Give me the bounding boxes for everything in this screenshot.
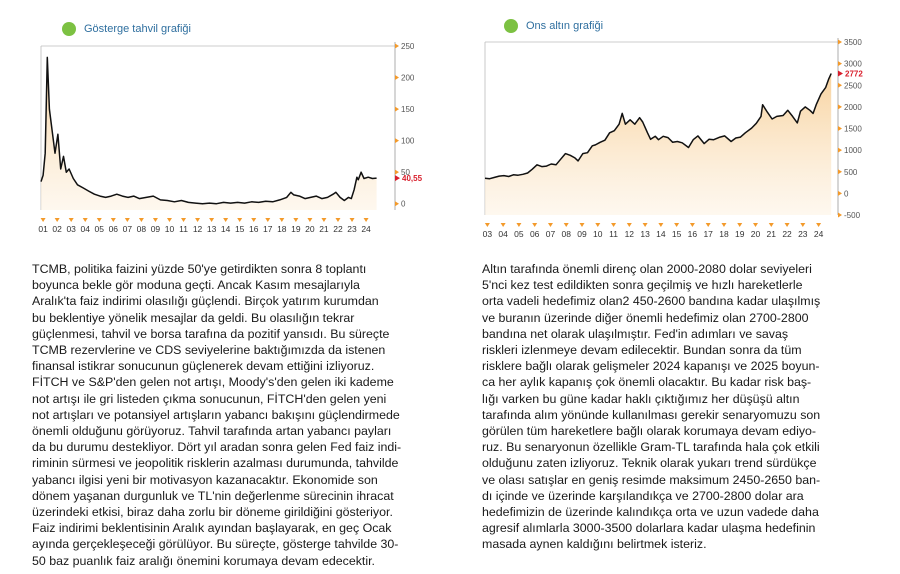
x-tick-marker xyxy=(706,223,711,227)
x-tick-marker xyxy=(293,218,298,222)
y-tick-marker xyxy=(838,40,842,45)
x-tick-label: 11 xyxy=(609,229,618,239)
x-tick-label: 01 xyxy=(38,224,48,234)
x-tick-marker xyxy=(800,223,805,227)
x-tick-label: 10 xyxy=(164,224,175,234)
y-tick-label: 2000 xyxy=(844,102,862,112)
x-tick-label: 03 xyxy=(66,224,76,234)
y-tick-marker xyxy=(838,213,842,218)
right-paragraph: Altın tarafında önemli direnç olan 2000-2080 dolar seviyeleri 5'nci kez test edildikten sonra geçilmiş ve hızlı hareketlerle orta vadeli hedefimiz olan2 450-2600 bandına kadar ulaşılmış ve buranın üzerinde diğer önemli hedefimiz olan 2700-2800 bandına net olarak ulaşılmıştır. Fed'in adımları ve savaş riskleri izlenmeye devam edilecektir. Bundan sonra da tüm risklere bağlı olarak gelişmeler 2024 kapanışı ve 2025 boyun- ca her aylık kapanış çok önemli olacaktır. Bu kadar risk baş- lığı varken bu güne kadar haklı çıktığımız her düşüşü altın tarafında alım yönünde kullanılması gerekir senaryomuzu son görülen tüm hareketlere bağlı olarak korumaya devam ediyo- ruz. Bu senaryonun özellikle Gram-TL tarafında hala çok etkili olduğunu zaten izliyoruz. Teknik olarak yukarı trend sürdükçe ve olası satışlar en geniş resimde maksimum 2450-2650 ban- dı içinde ve üzerinde karşılandıkça ve 2700-2800 dolar ara hedefimizin de üzerinde kalındıkça orta ve uzun vadede daha agresif alımlarla 3000-3500 dolarlara kadar ulaşma hedefinin masada aynen kaldığını belirtmek isteriz. xyxy=(482,262,821,552)
last-value-label: 40,55 xyxy=(402,174,423,184)
x-tick-label: 05 xyxy=(514,229,524,239)
area-fill xyxy=(41,57,377,210)
x-tick-marker xyxy=(181,218,186,222)
y-tick-label: 100 xyxy=(401,136,415,146)
x-tick-label: 14 xyxy=(656,229,666,239)
x-tick-marker xyxy=(307,218,312,222)
y-tick-marker xyxy=(838,169,842,174)
x-tick-marker xyxy=(769,223,774,227)
x-tick-marker xyxy=(501,223,506,227)
green-dot-icon xyxy=(62,22,76,36)
x-tick-label: 20 xyxy=(750,229,761,239)
x-tick-marker xyxy=(816,223,821,227)
x-tick-marker xyxy=(223,218,228,222)
x-tick-label: 09 xyxy=(150,224,161,234)
y-tick-label: 3000 xyxy=(844,59,862,69)
x-tick-marker xyxy=(737,223,742,227)
y-tick-label: 0 xyxy=(401,199,406,209)
x-tick-label: 08 xyxy=(136,224,147,234)
x-tick-label: 13 xyxy=(206,224,217,234)
x-tick-marker xyxy=(785,223,790,227)
x-tick-marker xyxy=(721,223,726,227)
x-tick-label: 14 xyxy=(220,224,231,234)
x-tick-label: 07 xyxy=(545,229,556,239)
x-tick-marker xyxy=(125,218,130,222)
x-tick-label: 13 xyxy=(640,229,650,239)
area-fill xyxy=(485,74,831,216)
x-tick-marker xyxy=(335,218,340,222)
x-tick-label: 12 xyxy=(192,224,203,234)
x-tick-marker xyxy=(55,218,60,222)
y-tick-marker xyxy=(395,170,399,175)
x-tick-label: 05 xyxy=(94,224,105,234)
x-tick-label: 08 xyxy=(561,229,571,239)
x-tick-marker xyxy=(167,218,172,222)
x-tick-label: 21 xyxy=(319,224,329,234)
x-tick-label: 12 xyxy=(624,229,635,239)
last-value-label: 2772 xyxy=(845,69,863,79)
y-tick-label: 2500 xyxy=(844,81,862,91)
x-tick-marker xyxy=(139,218,144,222)
x-tick-label: 19 xyxy=(734,229,745,239)
x-tick-label: 06 xyxy=(108,224,119,234)
x-tick-label: 09 xyxy=(577,229,587,239)
x-tick-marker xyxy=(350,218,355,222)
x-tick-marker xyxy=(237,218,242,222)
x-tick-marker xyxy=(753,223,758,227)
x-tick-marker xyxy=(83,218,88,222)
y-tick-marker xyxy=(395,138,399,143)
green-dot-icon xyxy=(504,19,518,33)
x-tick-marker xyxy=(485,223,490,227)
y-tick-marker xyxy=(838,61,842,66)
x-tick-label: 23 xyxy=(347,224,357,234)
x-tick-marker xyxy=(321,218,326,222)
x-tick-marker xyxy=(265,218,270,222)
x-tick-marker xyxy=(279,218,284,222)
left-paragraph: TCMB, politika faizini yüzde 50'ye getirdikten sonra 8 toplantı boyunca bekle gör moduna geçti. Ancak Kasım mesajlarıyla Aralık'ta faiz indirimi olasılığı güçlendi. Birçok yatırım kurumdan bu beklentiye yönelik mesajlar da geldi. Bu olasılığın tekrar güçlenmesi, tahvil ve borsa tarafına da pozitif yansıdı. Bu süreçte TCMB rezervlerine ve CDS seviyelerine baktığımızda da istenen finansal istikrar sonucunun güçlenerek devam ettiğini izliyoruz. FİTCH ve S&P'den gelen not artışı, Moody's'den gelen iki kademe not artışı ile gri listeden çıkma sonucunun, FİTCH'den gelen yeni not artışları ve potansiyel artışların yabancı bakışını güçlendirmede önemli olduğunu görüyoruz. Tahvil tarafında artan yabancı payları da bu durumu destekliyor. Dört yıl aradan sonra gelen Fed faiz indi- riminin sürmesi ve jeopolitik risklerin azalması durumunda, tahvilde yabancı ilgisi yeni bir motivasyon kazanacaktır. Ekonomide son dönem yaşanan durgunluk ve TL'nin değerlenme sürecinin ihracat üzerindeki etkisi, biraz daha zorlu bir döneme girildiğini gösteriyor. Faiz indirimi beklentisinin Aralık ayından başlayarak, en geç Ocak ayında gerçekleşeceği görülüyor. Bu süreçte, gösterge tahvilde 30- 50 baz puanlık faiz aralığı önemini korumaya devam edecektir. xyxy=(32,262,402,568)
y-tick-label: 50 xyxy=(401,168,410,178)
x-tick-label: 15 xyxy=(671,229,682,239)
x-tick-label: 20 xyxy=(305,224,315,234)
x-tick-label: 22 xyxy=(333,224,343,234)
x-tick-label: 17 xyxy=(703,229,713,239)
y-tick-marker xyxy=(395,75,399,80)
x-tick-label: 17 xyxy=(263,224,273,234)
x-tick-label: 16 xyxy=(687,229,698,239)
x-tick-label: 18 xyxy=(277,224,287,234)
y-tick-label: 3500 xyxy=(844,38,862,47)
x-tick-label: 02 xyxy=(52,224,62,234)
y-tick-label: 250 xyxy=(401,42,415,51)
x-tick-label: 22 xyxy=(782,229,792,239)
x-tick-marker xyxy=(627,223,632,227)
x-tick-label: 11 xyxy=(179,224,188,234)
series-line xyxy=(41,57,377,203)
left-chart-title-text: Gösterge tahvil grafiği xyxy=(84,23,191,35)
x-tick-marker xyxy=(41,218,46,222)
x-tick-marker xyxy=(564,223,569,227)
left-article-text xyxy=(32,261,442,569)
x-tick-label: 06 xyxy=(529,229,540,239)
y-tick-label: 0 xyxy=(844,189,849,199)
x-tick-label: 21 xyxy=(766,229,777,239)
y-tick-label: 500 xyxy=(844,167,858,177)
y-tick-marker xyxy=(395,201,399,206)
x-tick-marker xyxy=(674,223,679,227)
x-tick-marker xyxy=(611,223,616,227)
y-tick-marker xyxy=(838,83,842,88)
x-tick-marker xyxy=(153,218,158,222)
x-tick-label: 18 xyxy=(719,229,729,239)
x-tick-label: 04 xyxy=(498,229,508,239)
y-tick-label: -500 xyxy=(844,211,861,220)
right-chart-title-text: Ons altın grafiği xyxy=(526,20,604,32)
y-tick-label: 1000 xyxy=(844,146,862,156)
y-tick-marker xyxy=(838,126,842,131)
y-tick-marker xyxy=(838,148,842,153)
last-value-marker xyxy=(395,175,400,181)
x-tick-marker xyxy=(251,218,256,222)
x-tick-marker xyxy=(364,218,369,222)
x-tick-label: 10 xyxy=(593,229,603,239)
x-tick-label: 24 xyxy=(361,224,371,234)
x-tick-label: 03 xyxy=(482,229,493,239)
x-tick-marker xyxy=(111,218,116,222)
bond-yield-chart xyxy=(38,44,430,240)
x-tick-label: 16 xyxy=(248,224,259,234)
x-tick-label: 24 xyxy=(813,229,824,239)
x-tick-marker xyxy=(595,223,600,227)
right-chart-title xyxy=(504,19,603,33)
x-tick-marker xyxy=(516,223,521,227)
left-chart-title xyxy=(62,22,191,36)
x-tick-marker xyxy=(548,223,553,227)
y-tick-label: 200 xyxy=(401,73,415,83)
x-tick-marker xyxy=(209,218,214,222)
y-tick-marker xyxy=(395,44,399,49)
x-tick-marker xyxy=(658,223,663,227)
x-tick-label: 07 xyxy=(122,224,133,234)
x-tick-marker xyxy=(97,218,102,222)
right-article-text xyxy=(482,261,892,553)
x-tick-marker xyxy=(195,218,200,222)
y-tick-label: 1500 xyxy=(844,124,862,134)
x-tick-label: 15 xyxy=(234,224,245,234)
x-tick-marker xyxy=(690,223,695,227)
x-tick-marker xyxy=(69,218,74,222)
x-tick-marker xyxy=(532,223,537,227)
x-tick-marker xyxy=(580,223,585,227)
y-tick-marker xyxy=(838,191,842,196)
y-tick-marker xyxy=(838,104,842,109)
x-tick-label: 23 xyxy=(798,229,808,239)
x-tick-marker xyxy=(643,223,648,227)
gold-ounce-chart xyxy=(480,40,872,240)
y-tick-marker xyxy=(395,107,399,112)
x-tick-label: 04 xyxy=(80,224,90,234)
y-tick-label: 150 xyxy=(401,105,415,115)
x-tick-label: 19 xyxy=(291,224,301,234)
last-value-marker xyxy=(838,70,843,76)
